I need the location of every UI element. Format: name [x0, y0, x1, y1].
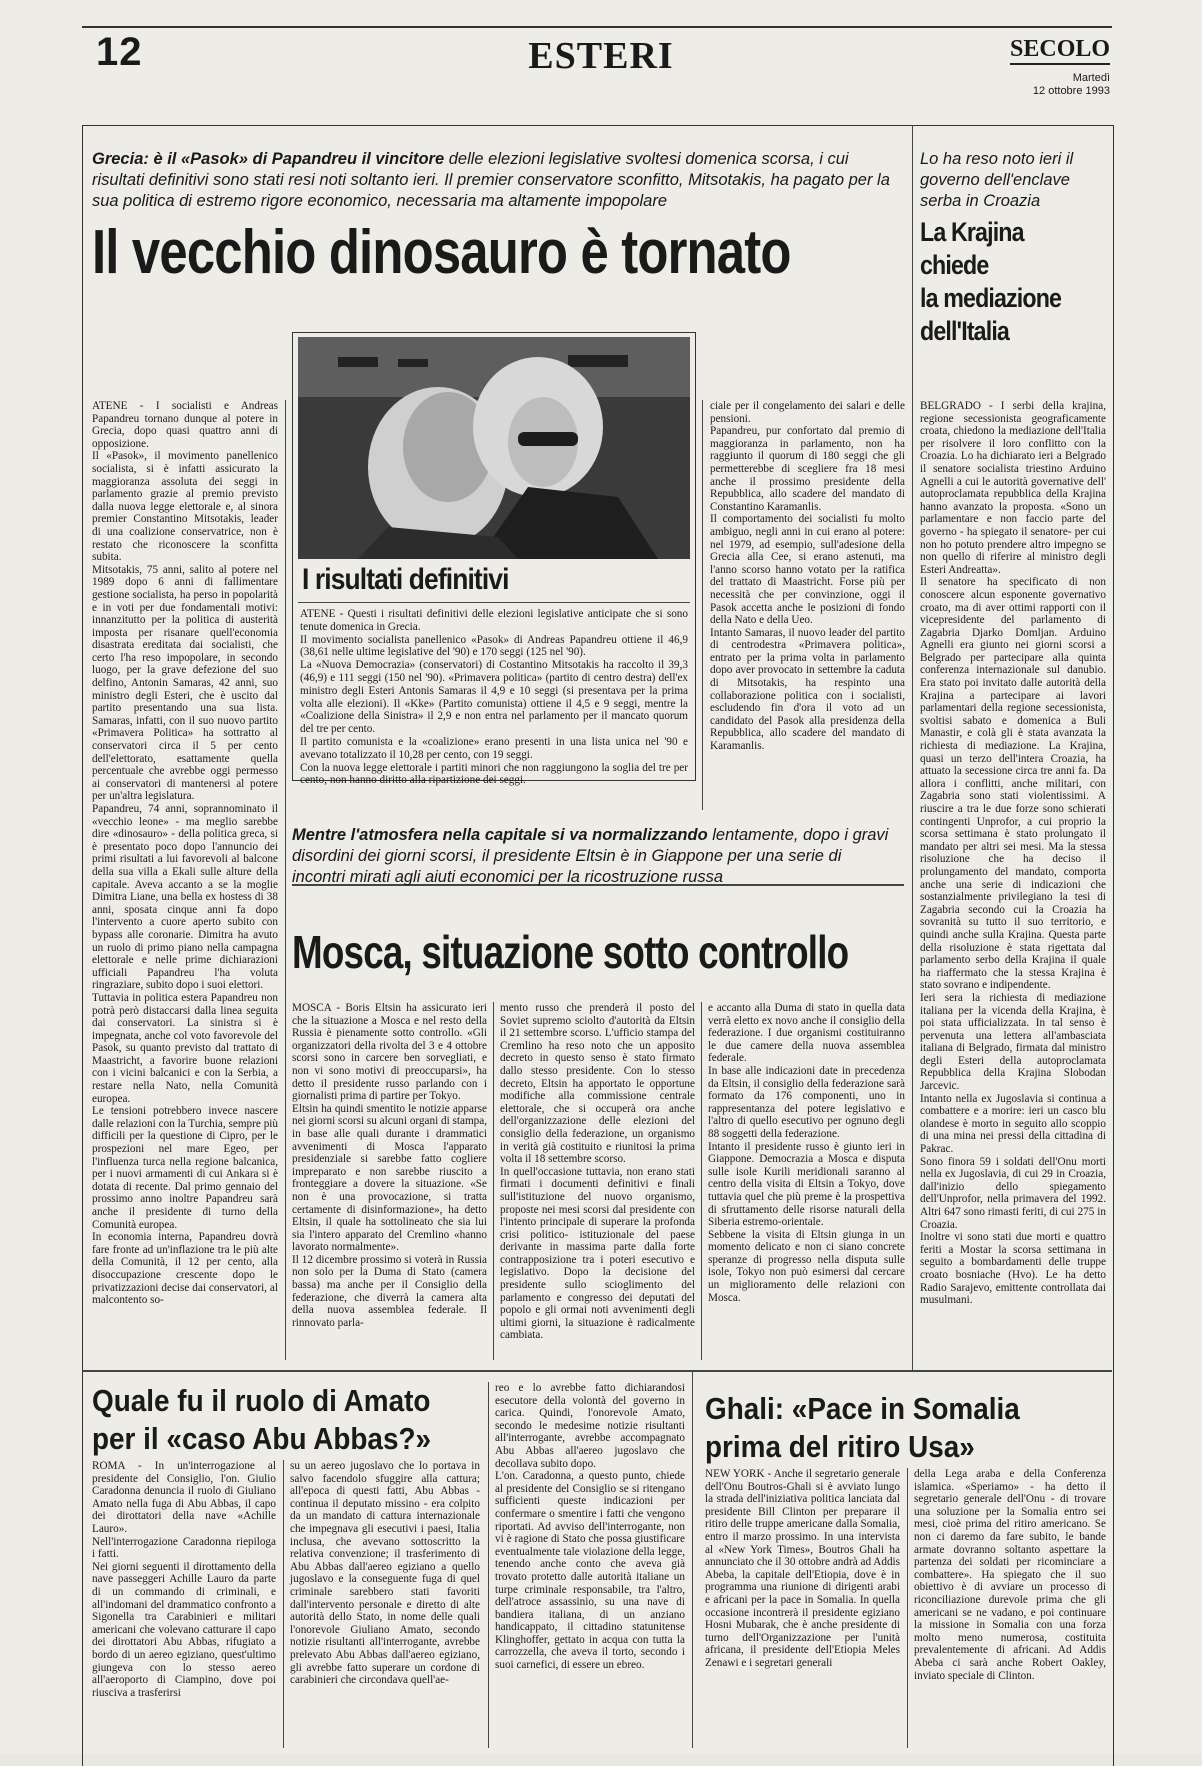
results-title-rule — [298, 602, 690, 603]
moscow-column-3: e accanto alla Duma di stato in quella data verrà eletto ex novo anche il consiglio della federazione. I due organismi costituiranno le due camere della nuova assemblea federale. In base alle indicazioni date in precedenza da Eltsin, il consiglio della federazione sarà formato da 176 componenti, uno in rappresentanza del potere legislativo e l'altro di quello esecutivo per ognuno degli 88 soggetti della federazione. Intanto il presidente russo è giunto ieri in Giappone. Democrazia a Mosca e disputa sulle isole Kurili meridionali saranno al centro della visita di Eltsin a Tokyo, dove tuttavia quel che più preme è la prospettiva di sfruttamento delle risorse naturali della Siberia estremo-orientale. Sebbene la visita di Eltsin giunga in un momento delicato e non ci siano concrete speranze di progresso nella disputa sulle isole, Tokyo non può esimersi dal cercare un miglioramento delle relazioni con Mosca. — [708, 1002, 905, 1304]
amato-headline-line: Quale fu il ruolo di Amato — [92, 1383, 431, 1418]
moscow-rule-1 — [493, 1002, 494, 1360]
krajina-body: BELGRADO - I serbi della krajina, regione secessionista geograficamente croata, chiedono la mediazione dell'Italia per risolvere il loro conflitto con la Croazia. Lo ha dichiarato ieri a Belgrado il senatore socialista triestino Arduino Agnelli a cui le autorità governative dell' autoproclamata repubblica della Krajina hanno avanzato la proposta. «Sono un parlamentare e non faccio parte del governo - ha spiegato il senatore- per cui non ho potuto prendere altro impegno se non quello di riferire al ministro degli Esteri Andreatta». Il senatore ha specificato di non conoscere alcun esponente governativo croato, ma di aver ottimi rapporti con il vicepresidente del parlamento di Zagabria Djarko Domljan. Arduino Agnelli era giunto nei giorni scorsi a Belgrado per partecipare alla quinta conferenza internazionale sul danubio. Era stato poi invitato dalle autorità della Krajina a partecipare ai lavori parlamentari della regione secessionista, svoltisi sabato e domenica a Buli Manastir, e colà gli è stata avanzata la richiesta di mediazione. La Krajina, quasi un terzo dell'intera Croazia, ha attuato la secessione circa tre anni fa. Da allora i conflitti, anche militari, con Zagabria sono stati violentissimi. A riuscire a tra le due forze sono schierati contingenti Unprofor, a cui proprio la scorsa settimana è stato prolungato il mandato per altri sei mesi. Ma la stessa risoluzione che ha deciso il prolungamento del mandato, comporta anche una serie di indicazioni che sostanzialmente privilegiano la tesi di Zagabria secondo cui la Croazia ha sovranità su tutto il suo territorio, e quindi anche sulla Krajina. Questa parte della risoluzione è stata rigettata dal parlamento serbo della Krajina il quale ha riaffermato che la stessa Krajina è stato sovrano e indipendente. Ieri sera la richiesta di mediazione italiana per la vicenda della Krajina, è poi stata ufficializzata. In tal senso è pervenuta una lettera all'ambasciata italiana di Belgrado, firmata dal ministro degli Esteri della autoproclamata Repubblica della Krajina Slobodan Jarcevic. Intanto nella ex Jugoslavia si continua a combattere e a morire: ieri un casco blu olandese è morto in seguito allo scoppio di una mina nei pressi della cittadina di Pakrac. Sono finora 59 i soldati dell'Onu morti nella ex Jugoslavia, di cui 29 in Croazia, dall'inizio dello spiegamento dell'Unprofor, nella primavera del 1992. Altri 647 sono rimasti feriti, di cui 275 in Croazia. Inoltre vi sono stati due morti e quattro feriti a Mostar la scorsa settimana in seguito a bombardamenti delle truppe croato bosniache (Hvo). Le ha detto Radio Sarajevo, emittente controllata dai musulmani. — [920, 400, 1106, 1307]
krajina-headline — [920, 216, 1106, 348]
moscow-rule-2 — [701, 1002, 702, 1360]
krajina-kicker: Lo ha reso noto ieri il governo dell'enclave serba in Croazia — [920, 150, 1074, 210]
greece-kicker-lead: Grecia: è il «Pasok» di Papandreu il vincitore — [92, 150, 445, 168]
papandreu-photo — [298, 337, 690, 559]
krajina-headline-line: chiede — [920, 250, 989, 280]
photo-illustration — [298, 337, 690, 559]
issue-day: Martedì — [1072, 72, 1110, 84]
amato-rule-1 — [283, 1460, 284, 1748]
results-title: I risultati definitivi — [302, 563, 509, 596]
greece-kicker-rest: delle elezioni legislative svoltesi domenica scorsa, i cui risultati definitivi sono stati resi noti soltanto ieri. Il premier conservatore sconfitto, Mitsotakis, ha pagato per la sua politica di estremo rigore economico, necessaria ma altamente impopolare — [92, 150, 890, 210]
section-title: ESTERI — [528, 35, 674, 77]
krajina-headline-line: la mediazione — [920, 283, 1062, 313]
amato-rule-2 — [488, 1382, 489, 1748]
amato-headline-line: per il «caso Abu Abbas?» — [92, 1421, 432, 1456]
greece-headline: Il vecchio dinosauro è tornato — [92, 218, 791, 287]
page-number: 12 — [96, 30, 143, 74]
ghali-headline-line: Ghali: «Pace in Somalia — [705, 1391, 1020, 1426]
amato-column-2: su un aereo jugoslavo che lo portava in salvo facendolo sfuggire alla cattura; all'epoca di questi fatti, Abu Abbas - continua il deputato missino - era colpito da un mandato di cattura internazionale che impegnava gli esecutivi i paesi, Italia inclusa, che avevano sottoscritto la relativa convenzione; il trasferimento di Abu Abbas dall'aereo egiziano a quello jugoslavo e la conseguente fuga di quel criminale sarebbero stati favoriti dall'intervento personale e diretto di alte autorità dello Stato, in nome delle quali l'onorevole Giuliano Amato, secondo notizie risultanti all'interrogante, avrebbe prelevato Abu Abbas dall'aereo egiziano, gli avrebbe fatto superare un cordone di carabinieri che circondava quell'ae- — [290, 1460, 480, 1687]
ghali-headline — [705, 1390, 1105, 1466]
issue-date-text: 12 ottobre 1993 — [1032, 85, 1110, 97]
moscow-column-2: mento russo che prenderà il posto del Soviet supremo sciolto d'autorità da Eltsin il 21 settembre scorso. L'ufficio stampa del Cremlino ha reso noto che un apposito decreto in questo senso è stato firmato dallo stesso presidente. Con lo stesso decreto, Eltsin ha apportato le opportune modifiche alla commissione centrale elettorale, che si occuperà ora anche dell'organizzazione delle elezioni del consiglio della federazione, un organismo in verità già costituito e riunitosi la prima volta il 18 settembre scorso. In quell'occasione tuttavia, non erano stati firmati i documenti definitivi e finali sull'istituzione del nuovo organismo, proposte nei mesi scorsi dal presidente con l'intento principale di superare la profonda crisi politico- istituzionale del paese derivante in massima parte dalla forte contrapposizione tra i poteri esecutivo e legislativo. Dopo la decisione del presidente sullo scioglimento del parlamento e congresso dei deputati del popolo e gli ormai noti avvenimenti degli ultimi giorni, la situazione è radicalmente cambiata. — [500, 1002, 695, 1342]
results-text: ATENE - Questi i risultati definitivi delle elezioni legislative anticipate che si sono tenute domenica in Grecia. Il movimento socialista panellenico «Pasok» di Andreas Papandreu ottiene il 46,9 (38,61 nelle ultime legislative del '90) e 170 seggi (125 nel '90). La «Nuova Democrazia» (conservatori) di Costantino Mitsotakis ha raccolto il 39,3 (46,9) e 111 seggi (150 nel '90). «Primavera politica» (partito di centro destra) dell'ex ministro degli Esteri Antonis Samaras il 4,9 e 10 seggi (si presentava per la prima volta alle elezioni). Il «Kke» (Partito comunista) ottiene il 4,5 e 9 seggi, mentre la «Coalizione della Sinistra» il 2,9 e non entra nel parlamento per il mancato quorum del tre per cento. Il partito comunista e la «coalizione» erano presenti in una lista unica nel '90 e avevano totalizzato il 10,28 per cento, con 19 seggi. Con la nuova legge elettorale i partiti minori che non raggiungono la soglia del tre per cento, non hanno diritto alla ripartizione dei seggi. — [300, 608, 688, 787]
krajina-headline-line: La Krajina — [920, 217, 1024, 247]
krajina-headline-line: dell'Italia — [920, 316, 1009, 346]
top-rule — [82, 26, 1112, 28]
issue-date — [960, 72, 1110, 98]
ghali-headline-line: prima del ritiro Usa» — [705, 1429, 975, 1464]
ghali-column-2: della Lega araba e della Conferenza islamica. «Speriamo» - ha detto il segretario generale dell'Onu - di trovare una soluzione per la Somalia entro sei mesi, cioè prima del ritiro americano. Se non ci daremo da fare subito, le bande armate dovranno soltanto aspettare la partenza dei soldati per ricominciare a combattere». Ha spiegato che il suo obiettivo è di avviare un processo di riconciliazione durevole prima che gli americani se ne vadano, e poi continuare la missione in Somalia con una forza molto meno numerosa, costituita prevalentemente di africani. Ad Addis Abeba ci sarà anche Robert Oakley, inviato speciale di Clinton. — [914, 1468, 1106, 1682]
moscow-kicker-lead: Mentre l'atmosfera nella capitale si va normalizzando — [292, 826, 708, 844]
ghali-divider — [692, 1372, 693, 1748]
amato-column-3: reo e lo avrebbe fatto dichiarandosi esecutore della volontà del governo in carica. Quindi, l'onorevole Amato, secondo le medesime notizie risultanti all'interrogante, avrebbe accompagnato Abu Abbas all'aereo jugoslavo che decollava subito dopo. L'on. Caradonna, a questo punto, chiede al presidente del Consiglio se si ritengano sufficienti queste indicazioni per confermare o smentire i fatti che vengono riportati. Ad avviso dell'interrogante, non vi è ragione di Stato che possa giustificare eventualmente tale violazione della legge, tenendo anche conto che aveva già trovato protetto dalle autorità italiane un turpe criminale responsabile, tra l'altro, dell'atroce assassinio, su una nave di bandiera italiana, di un anziano handicappato, il cittadino statunitense Klinghoffer, gettato in acqua con tutta la carrozzella, che aveva il torto, secondo i suoi carnefici, di essere un ebreo. — [495, 1382, 685, 1672]
greece-column-3: ciale per il congelamento dei salari e delle pensioni. Papandreu, pur confortato dal premio di maggioranza in parlamento, non ha raggiunto il quorum di 180 seggi che gli permetterebbe di scegliere fra 18 mesi anche il prossimo presidente della Repubblica, allo scadere del mandato di Constantino Karamanlis. Il comportamento dei socialisti fu molto ambiguo, negli anni in cui erano al potere: nel 1979, ad esempio, sull'adesione della Grecia alla Cee, si erano astenuti, ma l'anno scorso hanno votato per la ratifica del trattato di Maastricht. Forse più per necessità che per convinzione, oggi il Pasok accetta anche le posizioni di fondo della Nato e della Ueo. Intanto Samaras, il nuovo leader del partito di centrodestra «Primavera politica», entrato per la prima volta in parlamento dopo aver provocato in settembre la caduta di Mitsotakis, ha respinto una collaborazione politica con i socialisti, escludendo fin d'ora il voto ad un candidato del Pasok alla presidenza della Repubblica, allo scadere del mandato di Karamanlis. — [710, 400, 905, 753]
column-rule-1 — [285, 400, 286, 1360]
column-rule-2 — [702, 400, 703, 810]
ghali-column-1: NEW YORK - Anche il segretario generale dell'Onu Boutros-Ghali si è avviato lungo la strada dell'iniziativa politica lanciata dal presidente Bill Clinton per preparare il ritiro delle truppe americane dalla Somalia, entro il marzo prossimo. In una intervista al «New York Times», Boutros Ghali ha annunciato che il 30 ottobre andrà ad Addis Abeba, la capitale dell'Etiopia, dove è in programma una riunione di dirigenti arabi e africani per la pace in Somalia. In quella occasione incontrerà il presidente egiziano Hosni Mubarak, che è anche presidente di turno dell'Organizzazione per l'unità africana, il presidente dell'Etiopia Meles Zenawi e i segretari generali — [705, 1468, 900, 1669]
greece-column-1: ATENE - I socialisti e Andreas Papandreu tornano dunque al potere in Grecia, dopo quasi quattro anni di opposizione. Il «Pasok», il movimento panellenico socialista, si è infatti assicurato la maggioranza assoluta dei seggi in parlamento grazie al premio previsto dalla nuova legge elettorale e, al sinora premier Constantino Mitsotakis, leader di una coalizione conservatrice, non è restato che riconoscere la sconfitta subita. Mitsotakis, 75 anni, salito al potere nel 1989 dopo 6 anni di fallimentare gestione socialista, ha perso in popolarità e in voti per due fondamentali motivi: innanzitutto per la politica di austerità imposta per risanare quell'economia disastrata ereditata dai socialisti, che certo l'ha reso impopolare, in secondo luogo, per la grave defezione del suo delfino, Antonin Samaras, 42 anni, suo ministro degli Esteri, che è uscito dal partito presentando una sua lista. Samaras, infatti, con il suo nuovo partito «Primavera Politica» ha sottratto al conservatori circa il 5 per cento dell'elettorato, esattamente quella percentuale che avrebbe oggi permesso ai conservatori di mantenersi al potere per un'altra legislatura. Papandreu, 74 anni, soprannominato il «vecchio leone» - ma meglio sarebbe dire «dinosauro» - della politica greca, si è presentato poco dopo l'annuncio dei primi risultati a lui favorevoli al balcone della sua villa a Ekali sulle alture della capitale. Aveva accanto a se la moglie Dimitra Liane, una bella ex hostess di 38 anni, sposata cinque anni fa dopo l'intervento a cuore aperto subito con bypass alle coronarie. Dimitra ha avuto un ruolo di primo piano nella campagna elettorale e nelle prime dichiarazioni ufficiali Papandreu l'ha voluta ringraziare, subito dopo i suoi elettori. Tuttavia in politica estera Papandreu non potrà però distaccarsi dalla linea seguita dai conservatori. La sinistra si è impegnata, anche col voto favorevole del Pasok, su quanto previsto dal trattato di Maastricht, a favorire buone relazioni con i vicini balcanici e con la Serbia, a restare nella Nato, nella Comunità europea. Le tensioni potrebbero invece nascere dalle relazioni con la Turchia, sempre più difficili per la questione di Cipro, per le prospezioni nel mare Egeo, per l'influenza turca nella regione balcanica, per i nuovi armamenti di cui Ankara si è dotata di recente. Dal primo gennaio del prossimo anno inoltre Papandreu sarà anche il presidente di turno della Comunità europea. In economia interna, Papandreu dovrà fare fronte ad un'inflazione tra le più alte della Comunità, il 12 per cento, alla disoccupazione crescente dopo le privatizzazioni decise dai conservatori, al malcontento so- — [92, 400, 278, 1307]
bottom-section-rule — [82, 1370, 1112, 1372]
moscow-headline: Mosca, situazione sotto controllo — [292, 926, 849, 978]
krajina-divider — [912, 125, 913, 1370]
moscow-kicker — [292, 825, 892, 888]
greece-kicker — [92, 149, 892, 212]
amato-column-1: ROMA - In un'interrogazione al presidente del Consiglio, l'on. Giulio Caradonna denuncia il ruolo di Giuliano Amato nella fuga di Abu Abbas, il capo dei dirottatori della nave «Achille Lauro». Nell'interrogazione Caradonna riepiloga i fatti. Nei giorni seguenti il dirottamento della nave passeggeri Achille Lauro da parte di un commando di criminali, e all'indomani del drammatico confronto a Sigonella tra Carabinieri e militari americani che volevano catturare il capo dei dirottatori Abu Abbas, rifugiato a bordo di un aereo egiziano, quest'ultimo giungeva con lo stesso aereo all'aeroporto di Ciampino, dove poi riusciva a trasferirsi — [92, 1460, 276, 1699]
moscow-kicker-rest: lentamente, dopo i gravi disordini dei giorni scorsi, il presidente Eltsin è in Giappone per una serie di incontri mirati agli aiuti economici per la ricostruzione russa — [292, 826, 889, 886]
newspaper-name: SECOLO — [1010, 36, 1110, 65]
moscow-column-1: MOSCA - Boris Eltsin ha assicurato ieri che la situazione a Mosca e nel resto della Russia è pienamente sotto controllo. «Gli organizzatori della rivolta del 3 e 4 ottobre scorsi sono in carcere ben sorvegliati, e non vi sono motivi di preoccuparsi», ha detto il presidente russo parlando con i giornalisti prima di partire per Tokyo. Eltsin ha quindi smentito le notizie apparse nei giorni scorsi su alcuni organi di stampa, in base alle quali durante i drammatici avvenimenti di Mosca l'apparato presidenziale si sarebbe fatto cogliere impreparato e non sarebbe riuscito a fronteggiare a dovere la situazione. «Se non è una provocazione, si tratta certamente di disinformazione», ha detto Eltsin, il quale ha sottolineato che sia lui sia l'intero apparato del Cremlino «hanno lavorato normalmente». Il 12 dicembre prossimo si voterà in Russia non solo per la Duma di Stato (camera bassa) ma anche per il Consiglio della federazione, che diverrà la camera alta della nuova assemblea federale. Il rinnovato parla- — [292, 1002, 487, 1329]
amato-headline — [92, 1382, 492, 1458]
ghali-rule-1 — [907, 1468, 908, 1748]
